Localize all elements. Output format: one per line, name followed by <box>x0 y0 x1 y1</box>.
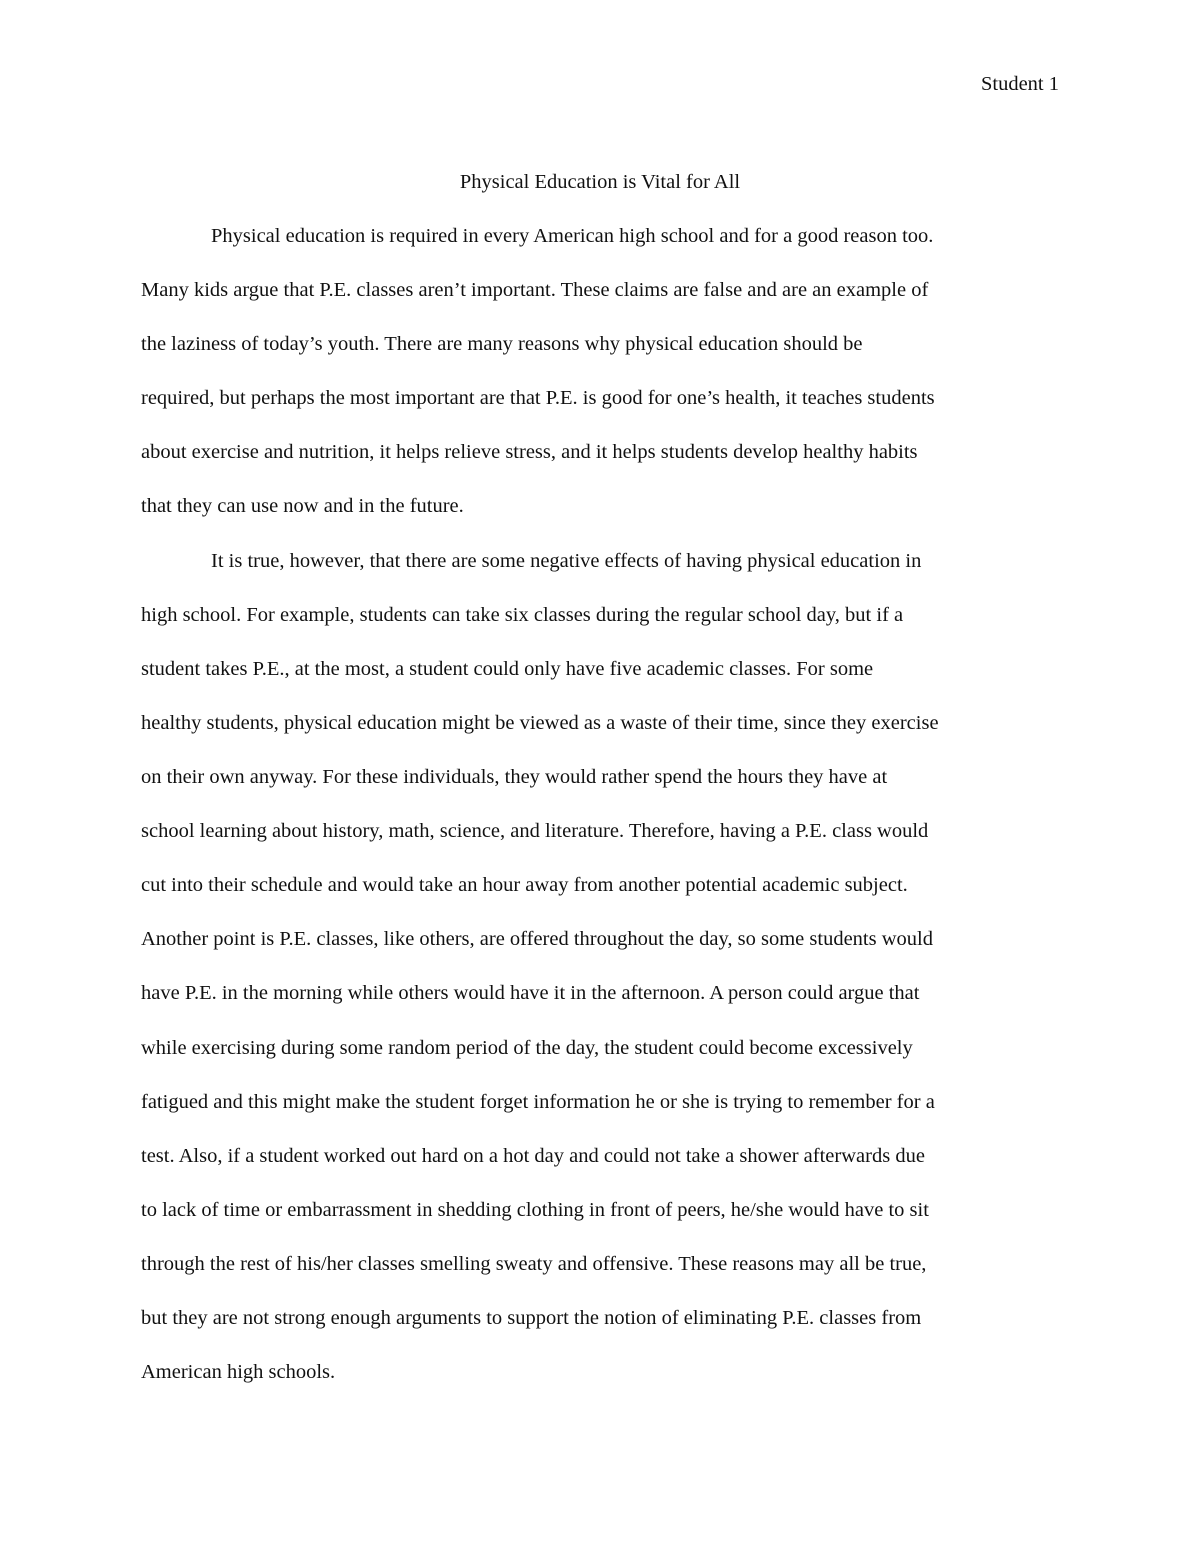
paragraph-line: fatigued and this might make the student forget information he or she is trying to remember for a <box>141 1091 935 1113</box>
paragraph-line: required, but perhaps the most important are that P.E. is good for one’s health, it teaches students <box>141 387 935 409</box>
paragraph-line: the laziness of today’s youth. There are many reasons why physical education should be <box>141 333 863 355</box>
paragraph-line: cut into their schedule and would take an hour away from another potential academic subject. <box>141 874 908 896</box>
paragraph-line: have P.E. in the morning while others would have it in the afternoon. A person could argue that <box>141 982 920 1004</box>
running-head: Student 1 <box>980 73 1059 95</box>
paragraph-line: to lack of time or embarrassment in shedding clothing in front of peers, he/she would have to sit <box>141 1199 929 1221</box>
paragraph-line: Another point is P.E. classes, like others, are offered throughout the day, so some students would <box>141 928 933 950</box>
paragraph-line: while exercising during some random period of the day, the student could become excessively <box>141 1037 913 1059</box>
paragraph-line: through the rest of his/her classes smelling sweaty and offensive. These reasons may all be true, <box>141 1253 927 1275</box>
paragraph-line: but they are not strong enough arguments to support the notion of eliminating P.E. classes from <box>141 1307 922 1329</box>
paragraph-line: Physical education is required in every American high school and for a good reason too. <box>211 225 934 247</box>
paragraph-line: high school. For example, students can take six classes during the regular school day, but if a <box>141 604 904 626</box>
paragraph-line: American high schools. <box>141 1361 336 1383</box>
paragraph-line: about exercise and nutrition, it helps relieve stress, and it helps students develop healthy habits <box>141 441 918 463</box>
paragraph-line: Many kids argue that P.E. classes aren’t important. These claims are false and are an example of <box>141 279 929 301</box>
paragraph-line: that they can use now and in the future. <box>141 495 464 517</box>
paragraph-line: student takes P.E., at the most, a student could only have five academic classes. For some <box>141 658 874 680</box>
paragraph-line: healthy students, physical education might be viewed as a waste of their time, since they exercise <box>141 712 939 734</box>
paragraph-line: on their own anyway. For these individuals, they would rather spend the hours they have at <box>141 766 888 788</box>
paragraph-line: It is true, however, that there are some negative effects of having physical education in <box>211 550 922 572</box>
paragraph-line: school learning about history, math, science, and literature. Therefore, having a P.E. class would <box>141 820 929 842</box>
paragraph-line: test. Also, if a student worked out hard on a hot day and could not take a shower afterwards due <box>141 1145 925 1167</box>
document-title: Physical Education is Vital for All <box>459 171 741 193</box>
